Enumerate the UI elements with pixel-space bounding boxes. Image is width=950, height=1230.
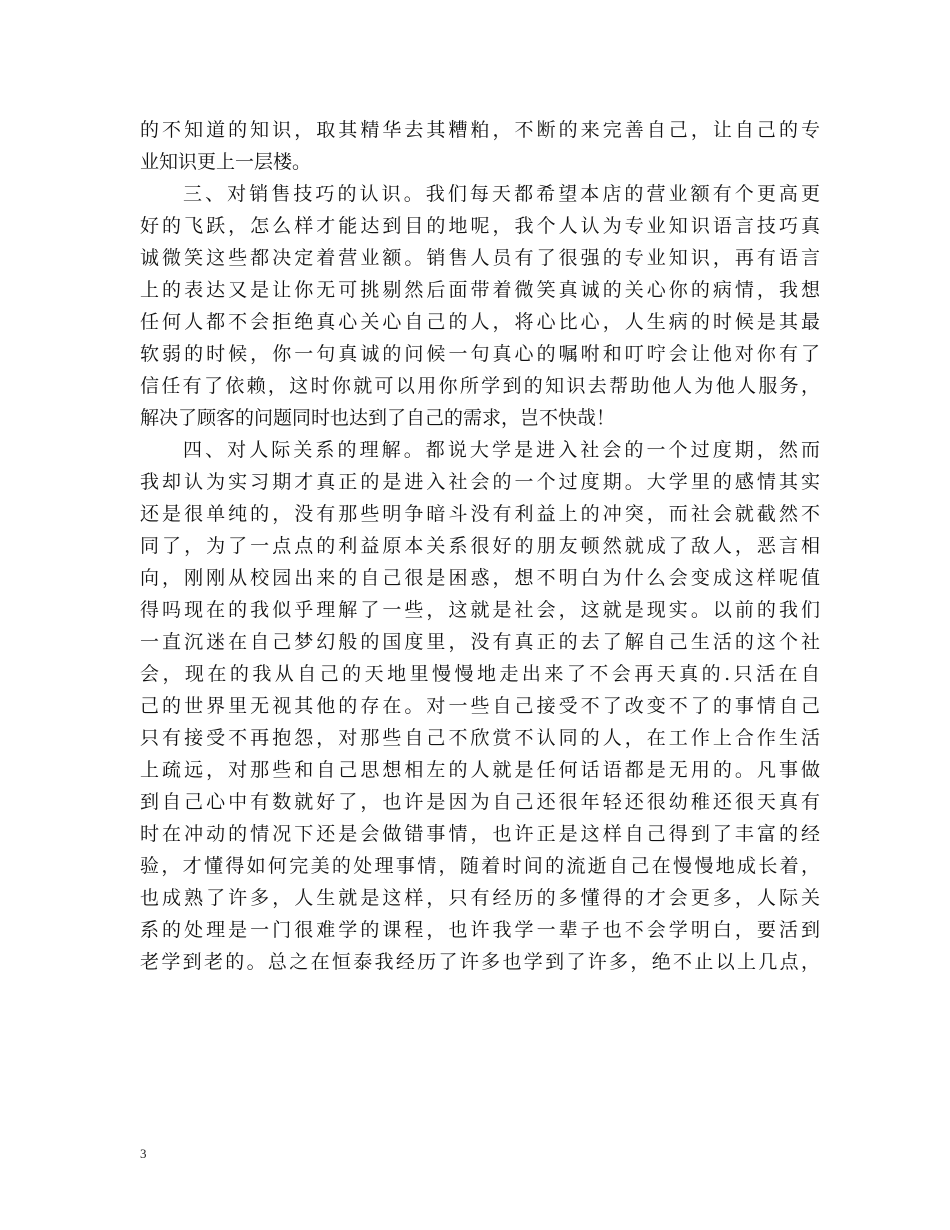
text-line: 验，才懂得如何完美的处理事情，随着时间的流逝自己在慢慢地成长着， [140, 855, 820, 877]
text-line: 同了，为了一点点的利益原本关系很好的朋友顿然就成了敌人，恶言相 [140, 535, 820, 557]
text-line: 解决了顾客的问题同时也达到了自己的需求，岂不快哉！ [140, 407, 616, 429]
paragraph-start-line: 四、对人际关系的理解。都说大学是进入社会的一个过度期，然而 [183, 439, 820, 461]
text-line: 得吗现在的我似乎理解了一些，这就是社会，这就是现实。以前的我们 [140, 599, 820, 621]
text-line: 也成熟了许多，人生就是这样，只有经历的多懂得的才会更多，人际关 [140, 887, 820, 909]
text-line: 向，刚刚从校园出来的自己很是困惑，想不明白为什么会变成这样呢值 [140, 567, 820, 589]
text-line: 上的表达又是让你无可挑剔然后面带着微笑真诚的关心你的病情，我想 [140, 279, 820, 301]
text-line: 会，现在的我从自己的天地里慢慢地走出来了不会再天真的.只活在自 [140, 663, 820, 685]
text-line: 上疏远，对那些和自己思想相左的人就是任何话语都是无用的。凡事做 [140, 759, 820, 781]
text-line: 的不知道的知识，取其精华去其糟粕，不断的来完善自己，让自己的专 [140, 119, 820, 141]
text-line: 系的处理是一门很难学的课程，也许我学一辈子也不会学明白，要活到 [140, 919, 820, 941]
text-line: 诚微笑这些都决定着营业额。销售人员有了很强的专业知识，再有语言 [140, 247, 820, 269]
text-line: 好的飞跃，怎么样才能达到目的地呢，我个人认为专业知识语言技巧真 [140, 215, 820, 237]
text-line: 任何人都不会拒绝真心关心自己的人，将心比心，人生病的时候是其最 [140, 311, 820, 333]
text-line: 己的世界里无视其他的存在。对一些自己接受不了改变不了的事情自己 [140, 695, 820, 717]
text-line: 时在冲动的情况下还是会做错事情，也许正是这样自己得到了丰富的经 [140, 823, 820, 845]
text-line: 软弱的时候，你一句真诚的问候一句真心的嘱咐和叮咛会让他对你有了 [140, 343, 820, 365]
text-line: 业知识更上一层楼。 [140, 151, 312, 173]
page-number: 3 [140, 1146, 147, 1161]
text-line: 只有接受不再抱怨，对那些自己不欣赏不认同的人，在工作上合作生活 [140, 727, 820, 749]
text-line: 到自己心中有数就好了，也许是因为自己还很年轻还很幼稚还很天真有 [140, 791, 820, 813]
text-line: 一直沉迷在自己梦幻般的国度里，没有真正的去了解自己生活的这个社 [140, 631, 820, 653]
paragraph-start-line: 三、对销售技巧的认识。我们每天都希望本店的营业额有个更高更 [183, 183, 820, 205]
body-text [140, 114, 820, 978]
text-line: 我却认为实习期才真正的是进入社会的一个过度期。大学里的感情其实 [140, 471, 820, 493]
text-line: 信任有了依赖，这时你就可以用你所学到的知识去帮助他人为他人服务， [140, 375, 820, 397]
text-line: 还是很单纯的，没有那些明争暗斗没有利益上的冲突，而社会就截然不 [140, 503, 820, 525]
text-line: 老学到老的。总之在恒泰我经历了许多也学到了许多，绝不止以上几点， [140, 951, 820, 973]
